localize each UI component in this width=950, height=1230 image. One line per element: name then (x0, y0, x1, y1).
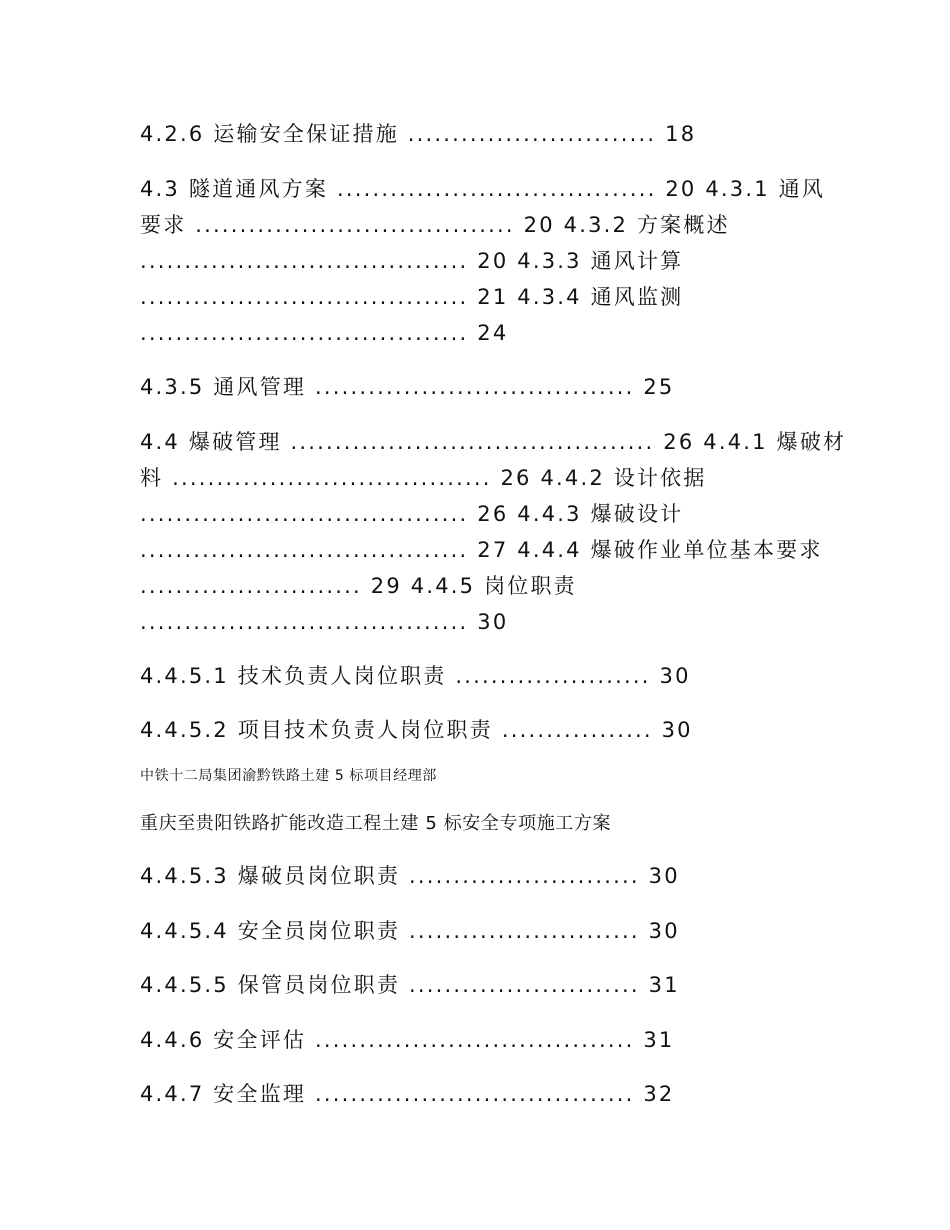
toc-entry: 料 .................................... 26 4.4.2 设计依据 (140, 466, 707, 490)
toc-entry: 4.2.6 运输安全保证措施 ............................ 18 (140, 122, 697, 146)
page-header: 重庆至贵阳铁路扩能改造工程土建 5 标安全专项施工方案 (140, 813, 612, 834)
toc-entry: 4.4.5.5 保管员岗位职责 .......................... 31 (140, 973, 680, 997)
toc-entry: 4.3.5 通风管理 .................................... 25 (140, 375, 675, 399)
page-footer: 中铁十二局集团渝黔铁路土建 5 标项目经理部 (140, 768, 438, 784)
toc-entry: ..................................... 27 4.4.4 爆破作业单位基本要求 (140, 538, 823, 562)
toc-entry: 要求 .................................... 20 4.3.2 方案概述 (140, 213, 730, 237)
toc-entry: ..................................... 24 (140, 321, 509, 345)
toc-entry: 4.4 爆破管理 ......................................... 26 4.4.1 爆破材 (140, 430, 847, 454)
toc-entry: ..................................... 30 (140, 610, 509, 634)
toc-entry: 4.4.6 安全评估 .................................... 31 (140, 1028, 675, 1052)
toc-entry: ......................... 29 4.4.5 岗位职责 (140, 574, 577, 598)
toc-entry: 4.4.5.2 项目技术负责人岗位职责 ................. 30 (140, 718, 693, 742)
toc-entry: 4.4.5.1 技术负责人岗位职责 ...................... 30 (140, 664, 691, 688)
toc-entry: ..................................... 26 4.4.3 爆破设计 (140, 502, 684, 526)
toc-entry: ..................................... 21 4.3.4 通风监测 (140, 285, 684, 309)
toc-entry: 4.4.5.4 安全员岗位职责 .......................... 30 (140, 919, 680, 943)
toc-entry: 4.4.5.3 爆破员岗位职责 .......................... 30 (140, 864, 680, 888)
toc-entry: 4.3 隧道通风方案 .................................... 20 4.3.1 通风 (140, 177, 826, 201)
toc-entry: ..................................... 20 4.3.3 通风计算 (140, 249, 684, 273)
toc-entry: 4.4.7 安全监理 .................................... 32 (140, 1082, 675, 1106)
